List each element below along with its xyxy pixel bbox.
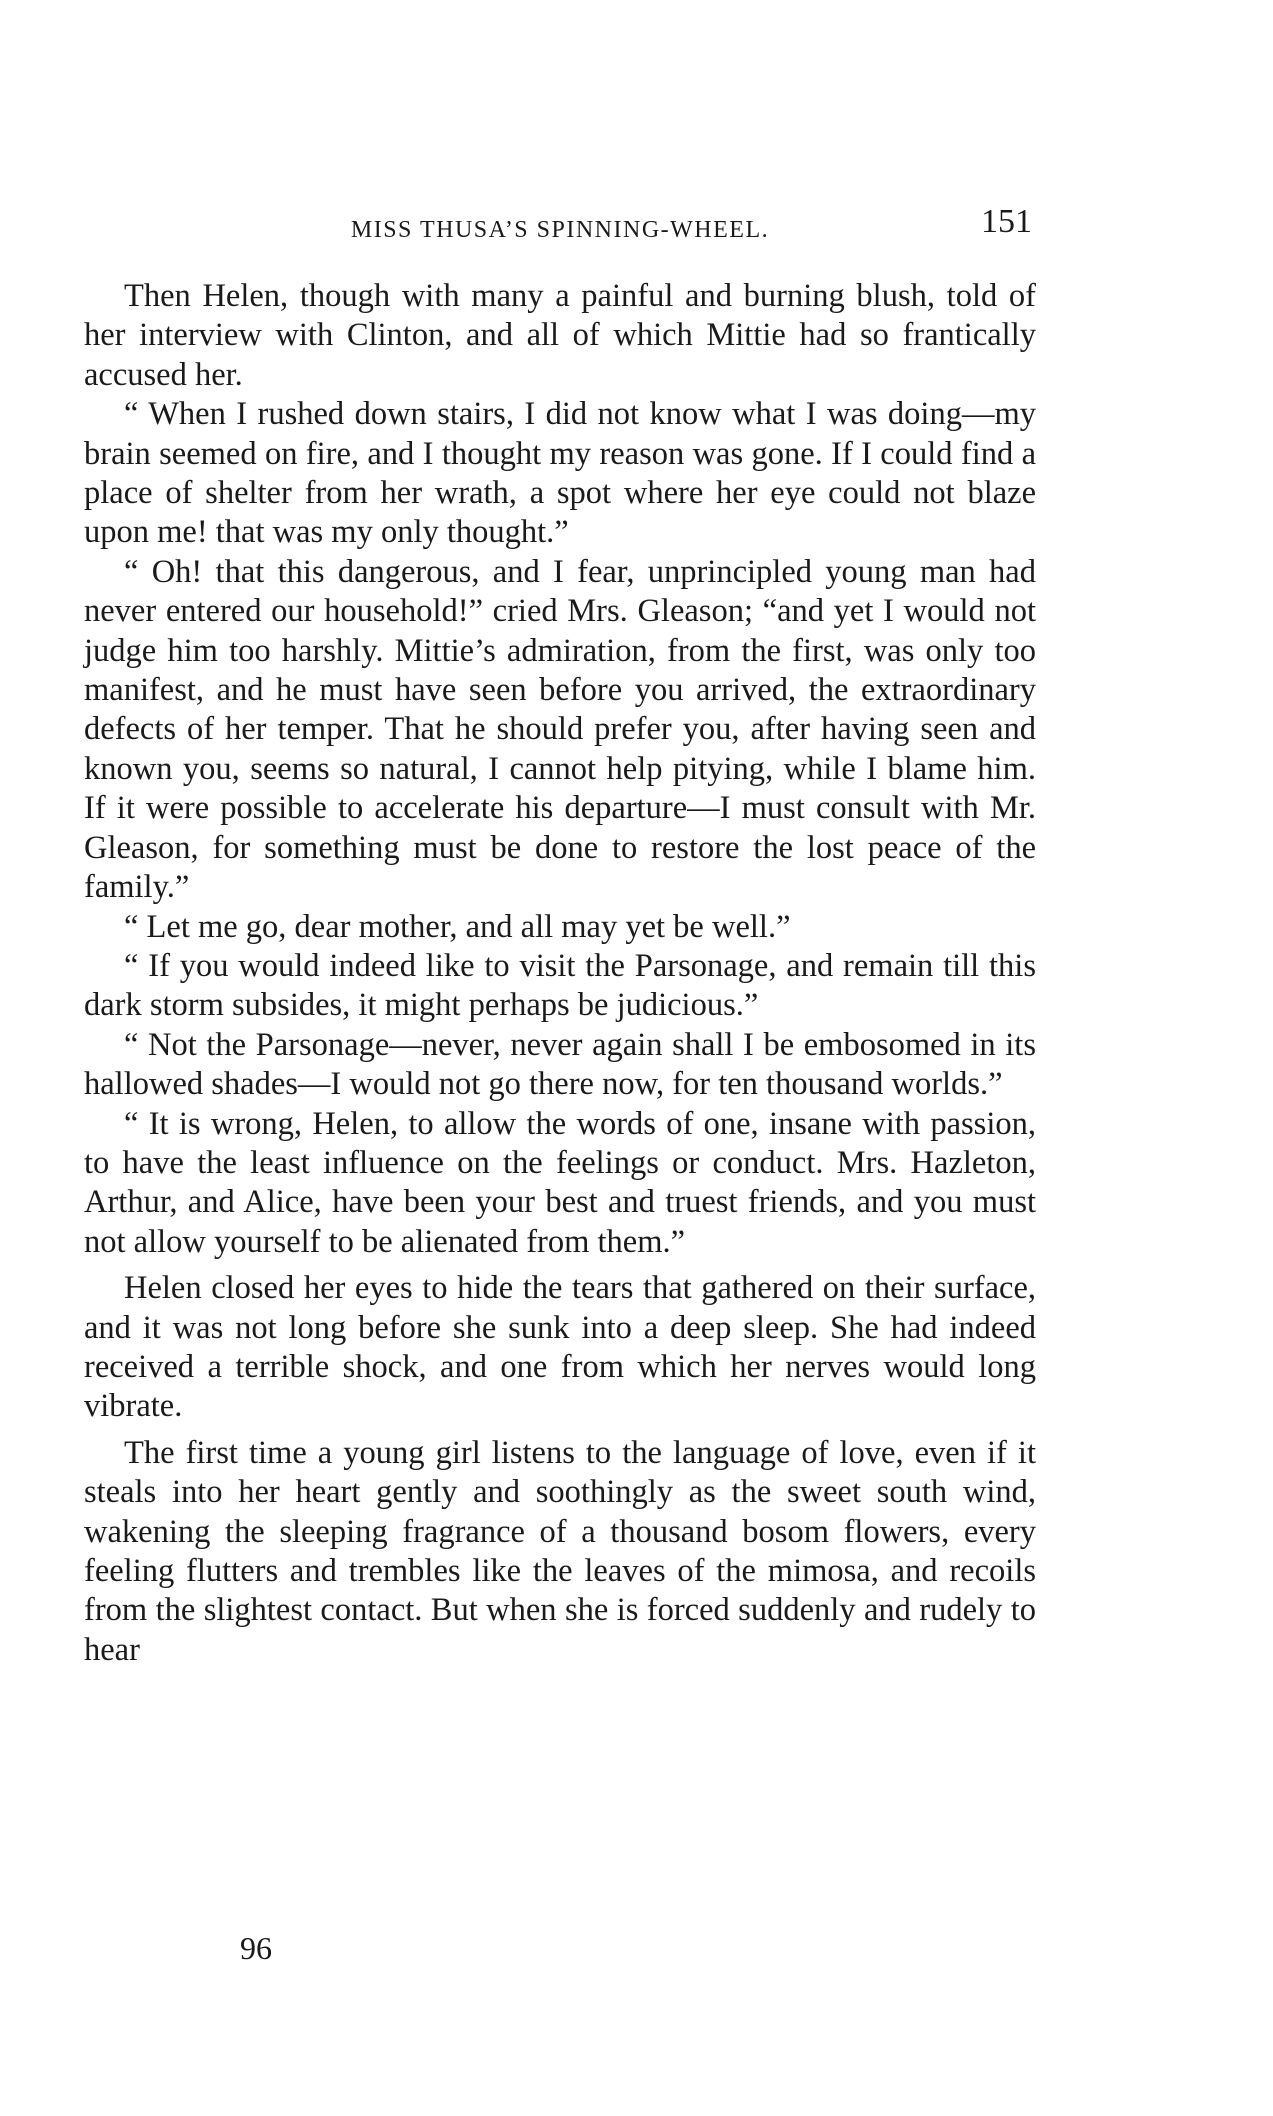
paragraph: The first time a young girl listens to the language of love, even if it steals into her heart gently and soothingly as the sweet south wind, wakening the sleeping fragrance of a thousand bosom flowers, every feeling flutters and trembles like the leaves of the mimosa, and recoils from the slightest contact. But when she is forced suddenly and rudely to hear — [84, 1434, 1036, 1668]
paragraph: “ Oh! that this dangerous, and I fear, unprincipled young man had never entered our household!” cried Mrs. Gleason; “and yet I would not judge him too harshly. Mittie’s admiration, from the first, was only too manifest, and he must have seen before you arrived, the extraordinary defects of her temper. That he should prefer you, after having seen and known you, seems so natural, I cannot help pitying, while I blame him. If it were possible to accelerate his departure—I must consult with Mr. Gleason, for something must be done to restore the lost peace of the family.” — [84, 553, 1036, 906]
paragraph: “ Not the Parsonage—never, never again shall I be embosomed in its hallowed shades—I would not go there now, for ten thousand worlds.” — [84, 1026, 1036, 1103]
paragraph: “ When I rushed down stairs, I did not know what I was doing—my brain seemed on fire, and I thought my reason was gone. If I could find a place of shelter from her wrath, a spot where her eye could not blaze upon me! that was my only thought.” — [84, 396, 1036, 551]
running-head — [84, 203, 1036, 247]
running-title: MISS THUSA’S SPINNING-WHEEL. — [350, 217, 770, 243]
page-number: 151 — [981, 203, 1032, 240]
signature-mark: 96 — [240, 1930, 272, 1966]
paragraph: Helen closed her eyes to hide the tears that gathered on their surface, and it was not long before she sunk into a deep sleep. She had indeed received a terrible shock, and one from which her nerves would long vibrate. — [84, 1270, 1036, 1425]
paragraph: “ Let me go, dear mother, and all may yet be well.” — [124, 908, 791, 945]
paragraph: “ If you would indeed like to visit the Parsonage, and remain till this dark storm subsides, it might perhaps be judicious.” — [84, 947, 1036, 1024]
paragraph: Then Helen, though with many a painful and burning blush, told of her interview with Clinton, and all of which Mittie had so frantically accused her. — [84, 278, 1036, 393]
paragraph: “ It is wrong, Helen, to allow the words of one, insane with passion, to have the least influence on the feelings or conduct. Mrs. Hazleton, Arthur, and Alice, have been your best and truest friends, and you must not allow yourself to be alienated from them.” — [84, 1105, 1036, 1260]
body-text — [84, 277, 1036, 1670]
